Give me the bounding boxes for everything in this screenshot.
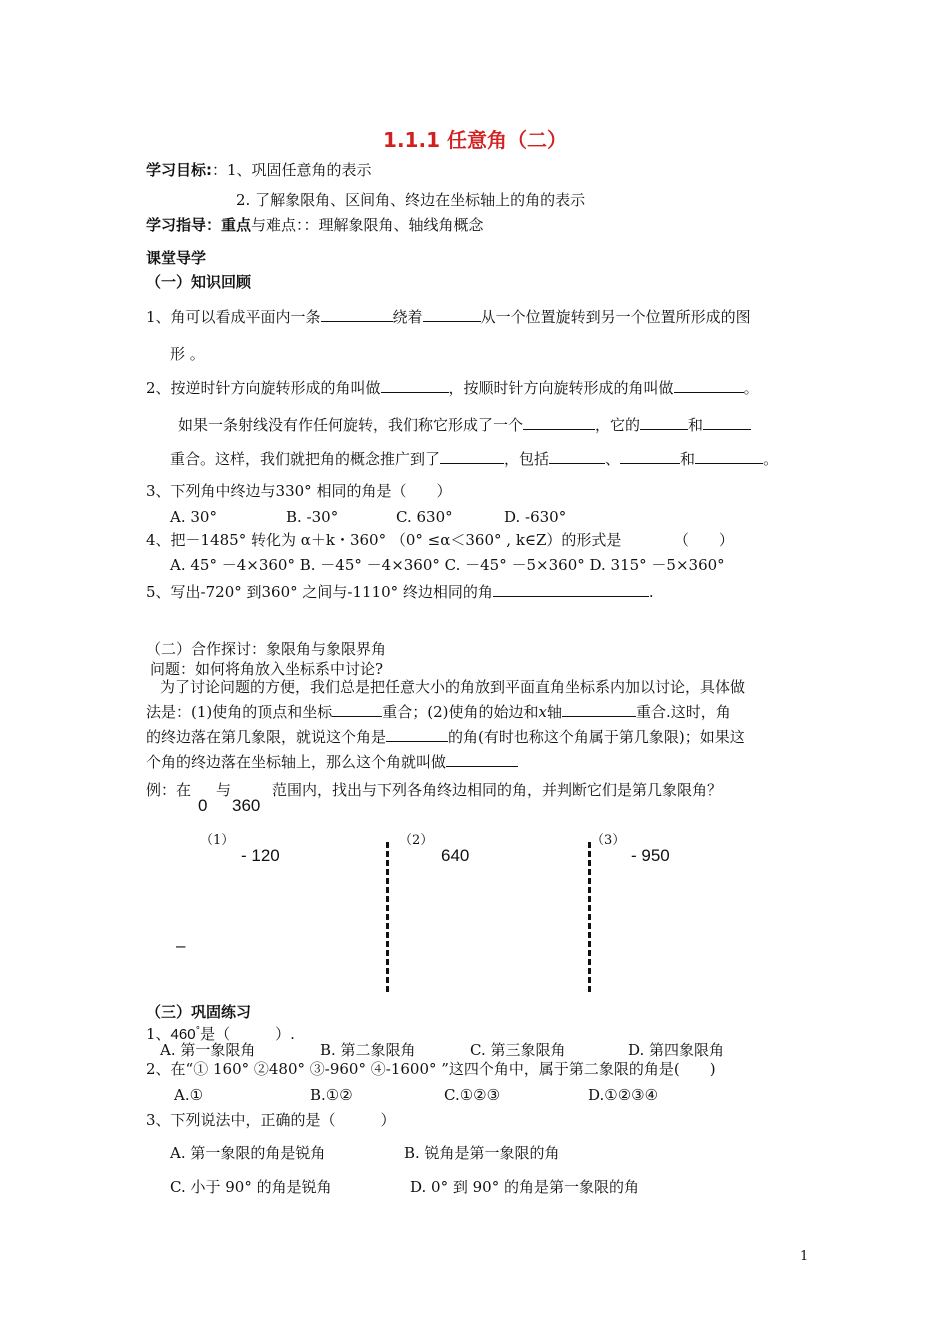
q3-option-b: B. -30° [286, 508, 339, 526]
q2-blank-1[interactable] [381, 377, 449, 393]
q2-text-c: 。 [743, 379, 759, 397]
q5-blank[interactable] [493, 581, 649, 597]
e1-stem: 1、460°是（ ）. [146, 1025, 295, 1043]
section-knowledge-review: （一）知识回顾 [146, 273, 252, 291]
q5-end: . [648, 583, 654, 601]
e1-option-b: B. 第二象限角 [320, 1041, 416, 1059]
divider-dashed-1 [386, 842, 389, 992]
objectives-label: 学习目标: [146, 161, 212, 179]
para-line-4 [146, 751, 518, 772]
example-intro-b: 与 [216, 781, 232, 799]
q4-options: A. 45° －4×360° B. －45° －4×360° C. －45° －5×360° D. 315° －5×360° [170, 556, 725, 574]
q1-line [146, 306, 751, 327]
e2-option-b: B.①② [310, 1086, 353, 1104]
e1-angle: 460 [170, 1026, 196, 1043]
e1-option-d: D. 第四象限角 [628, 1041, 725, 1059]
q5-line [146, 581, 654, 602]
q1-blank-2[interactable] [423, 306, 481, 322]
section-cooperative-discussion: （二）合作探讨：象限角与象限界角 [146, 640, 387, 658]
para-blank-3[interactable] [386, 726, 448, 742]
example-value-3: - 950 [631, 846, 670, 865]
para-text-4: 个角的终边落在坐标轴上，那么这个角就叫做 [146, 753, 447, 771]
q2-text-d: 如果一条射线没有作任何旋转，我们称它形成了一个 [178, 416, 524, 434]
q1-blank-1[interactable] [321, 306, 393, 322]
para-line-3 [146, 726, 745, 747]
q2-text-f: 和 [688, 416, 704, 434]
e3-stem: 3、下列说法中，正确的是（ ） [146, 1111, 396, 1129]
section-class-guide: 课堂导学 [146, 249, 207, 267]
q2-blank-6[interactable] [440, 448, 504, 464]
para-blank-4[interactable] [446, 751, 518, 767]
example-intro-c: 范围内，找出与下列各角终边相同的角，并判断它们是第几象限角？ [272, 781, 723, 799]
para-blank-1[interactable] [332, 701, 382, 717]
e1-option-c: C. 第三象限角 [470, 1041, 566, 1059]
guidance-text: 与难点：：理解象限角、轴线角概念 [251, 216, 484, 234]
para-text-3b: 的角(有时也称这个角属于第几象限)；如果这 [448, 728, 745, 746]
q2-blank-5[interactable] [703, 414, 751, 430]
e3-option-c: C. 小于 90° 的角是锐角 [170, 1178, 332, 1196]
q1-text-b: 绕着 [392, 308, 423, 326]
objective-1: ：1、巩固任意角的表示 [212, 161, 372, 179]
q2-text-j: 和 [680, 450, 696, 468]
e1-option-a: A. 第一象限角 [160, 1041, 256, 1059]
para-text-3a: 的终边落在第几象限，就说这个角是 [146, 728, 387, 746]
q5-text: 5、写出-720° 到360° 之间与-1110° 终边相同的角 [146, 583, 493, 601]
e2-stem: 2、在“① 160° ②480° ③-960° ④-1600° ”这四个角中，属于第二象限的角是( ) [146, 1060, 716, 1078]
para-text-2d: 重合.这时，角 [635, 703, 731, 721]
para-text-2a: 法是：(1)使角的顶点和坐标 [146, 703, 333, 721]
guidance-line [146, 215, 484, 235]
example-value-2: 640 [441, 846, 470, 865]
q2-line-1 [146, 377, 759, 398]
q3-stem: 3、下列角中终边与330° 相同的角是（ ） [146, 482, 452, 500]
q2-text-i: 、 [605, 450, 621, 468]
problem-statement: 问题：如何将角放入坐标系中讨论? [150, 660, 384, 678]
divider-dashed-2 [588, 842, 591, 992]
q2-line-3 [170, 448, 778, 469]
example-zero: 0 [198, 796, 208, 815]
e3-option-a: A. 第一象限的角是锐角 [170, 1144, 326, 1162]
example-value-1: - 120 [241, 846, 280, 865]
guidance-label: 学习指导：重点 [146, 216, 252, 234]
q2-text-b: ，按顺时针方向旋转形成的角叫做 [448, 379, 674, 397]
q2-text-g: 重合。这样，我们就把角的概念推广到了 [170, 450, 441, 468]
q1-text-c: 从一个位置旋转到另一个位置所形成的图 [480, 308, 751, 326]
page-title: 1.1.1 任意角（二） [383, 128, 567, 152]
q2-text-k: 。 [763, 450, 779, 468]
q2-blank-7[interactable] [549, 448, 605, 464]
e1-number: 1、 [146, 1025, 171, 1043]
q2-text-e: ，它的 [595, 416, 641, 434]
q2-blank-9[interactable] [695, 448, 763, 464]
q1-line-2: 形 。 [170, 345, 205, 363]
q2-blank-3[interactable] [523, 414, 595, 430]
example-part-3-label: （3） [591, 833, 626, 848]
objective-2: 2. 了解象限角、区间角、终边在坐标轴上的角的表示 [236, 191, 586, 209]
para-text-2b: 重合；(2)使角的始边和 [382, 703, 539, 721]
para-blank-2[interactable] [562, 701, 636, 717]
q4-stem: 4、把－1485° 转化为 α＋k・360° （0° ≤α＜360° , k∈Z）的形式是 （ ） [146, 531, 734, 549]
page-number: 1 [800, 1249, 809, 1264]
section-consolidation-practice: （三）巩固练习 [146, 1003, 252, 1021]
q2-line-2 [178, 414, 751, 435]
e1-stem-text: 是（ ）. [200, 1025, 295, 1043]
e2-option-d: D.①②③④ [588, 1086, 659, 1104]
e2-option-a: A.① [174, 1086, 204, 1104]
q2-blank-8[interactable] [620, 448, 680, 464]
q2-blank-2[interactable] [674, 377, 744, 393]
e3-option-b: B. 锐角是第一象限的角 [404, 1144, 560, 1162]
example-360: 360 [232, 796, 261, 815]
e2-option-c: C.①②③ [444, 1086, 501, 1104]
example-dash-mark: – [176, 936, 186, 955]
q2-blank-4[interactable] [640, 414, 688, 430]
e3-option-d: D. 0° 到 90° 的角是第一象限的角 [410, 1178, 639, 1196]
para-line-2 [146, 701, 731, 722]
example-part-2-label: （2） [399, 833, 434, 848]
para-line-1: 为了讨论问题的方便，我们总是把任意大小的角放到平面直角坐标系内加以讨论，具体做 [160, 678, 746, 696]
q3-option-c: C. 630° [396, 508, 453, 526]
q3-option-a: A. 30° [170, 508, 217, 526]
q2-text-a: 2、按逆时针方向旋转形成的角叫做 [146, 379, 381, 397]
objectives-line-1 [146, 160, 372, 180]
q3-option-d: D. -630° [504, 508, 567, 526]
example-part-1-label: （1） [200, 833, 235, 848]
q1-text-a: 1、角可以看成平面内一条 [146, 308, 321, 326]
example-intro-a: 例：在 [146, 781, 192, 799]
q2-text-h: ，包括 [504, 450, 550, 468]
x-axis-symbol: x [538, 703, 547, 721]
para-text-2c: 轴 [546, 703, 562, 721]
